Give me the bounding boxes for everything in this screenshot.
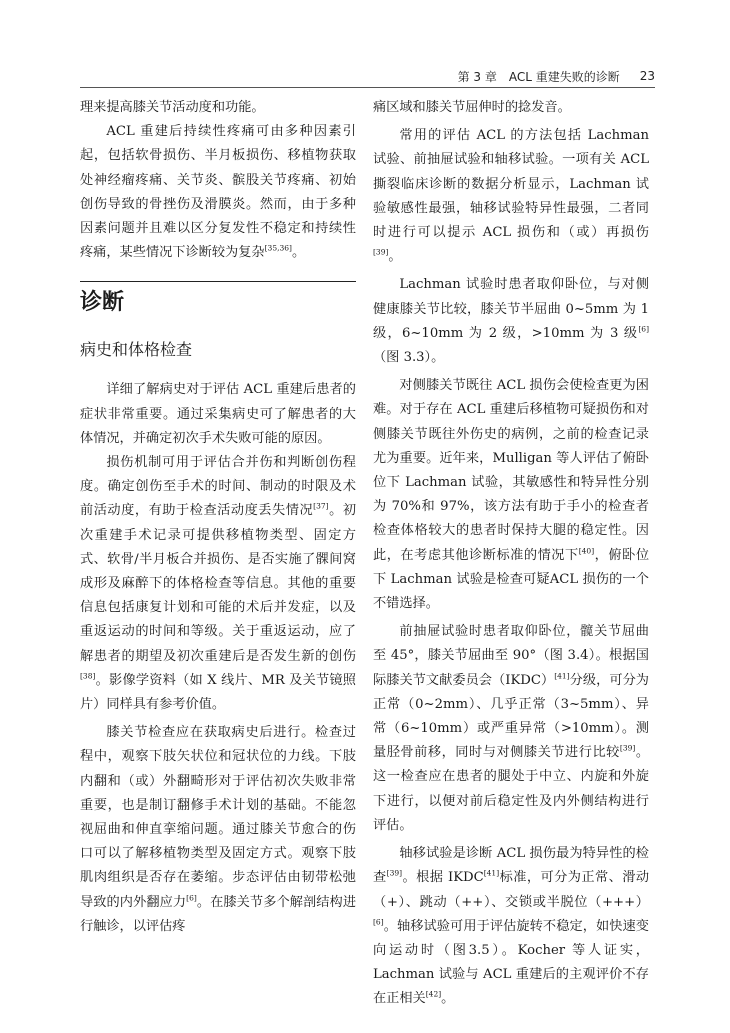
citation: [37] [313,502,329,512]
paragraph: ACL 重建后持续性疼痛可由多种因素引起，包括软骨损伤、半月板损伤、移植物获取处神经瘤疼痛、关节炎、髌股关节疼痛、初始创伤导致的骨挫伤及滑膜炎。然而，由于多种因素问题并且难以区分复发性不稳定和持续性疼痛，某些情况下诊断较为复杂[35,36]。 [80,124,356,261]
citation: [41] [483,868,500,878]
citation: [39] [373,247,389,257]
paragraph: 痛区域和膝关节屈伸时的捻发音。 [373,100,571,115]
section-title: 诊断 [80,290,125,316]
chapter-title: ACL 重建失败的诊断 [508,69,620,84]
page-number: 23 [639,69,655,83]
citation: [6] [373,917,384,927]
paragraph: 对侧膝关节既往 ACL 损伤会使检查更为困难。对于存在 ACL 重建后移植物可疑损伤和对侧膝关节既往外伤史的病例，之前的检查记录尤为重要。近年来，Mulligan 等人评估了俯卧位下 Lachman 试验，其敏感性和特异性分别为 70%和 97%，该方法有助于手小的检查者检查体格较大的患者时保持大腿的稳定性。因此，在考虑其他诊断标准的情况下[40]，俯卧位下 Lachman 试验是检查可疑ACL 损伤的一个不错选择。 [373,378,650,612]
paragraph: 膝关节检查应在获取病史后进行。检查过程中，观察下肢矢状位和冠状位的力线。下肢内翻和（或）外翻畸形对于评估初次失败非常重要，也是制订翻修手术计划的基础。不能忽视屈曲和伸直挛缩问题。通过膝关节愈合的伤口可以了解移植物类型及固定方式。观察下肢肌肉组织是否存在萎缩。步态评估由韧带松弛导致的内外翻应力[6]。在膝关节多个解剖结构进行触诊，以评估疼 [80,725,357,934]
header-rule [80,87,655,88]
running-header [80,66,655,86]
citation: [41] [554,671,570,681]
paragraph: Lachman 试验时患者取仰卧位，与对侧健康膝关节比较，膝关节半屈曲 0~5mm 为 1 级，6~10mm 为 2 级，>10mm 为 3 级[6]（图 3.3）。 [373,277,649,366]
chapter-label: 第 3 章 [457,69,497,84]
left-column [80,96,356,939]
subsection-title: 病史和体格检查 [80,340,193,360]
citation: [39] [619,743,636,753]
citation: [40] [578,546,595,556]
citation: [6] [186,893,197,903]
citation: [39] [386,868,403,878]
section-rule [80,281,356,282]
paragraph: 轴移试验是诊断 ACL 损伤最为特异性的检查[39]。根据 IKDC[41]标准，可分为正常、滑动（+）、跳动（++）、交锁或半脱位（+++）[6]。轴移试验可用于评估旋转不稳定，如快速变向运动时（图3.5）。Kocher 等人证实，Lachman 试验与 ACL 重建后的主观评价不存在正相关[42]。 [373,846,650,1007]
paragraph: 损伤机制可用于评估合并伤和判断创伤程度。确定创伤至手术的时间、制动的时限及术前活动度，有助于检查活动度丢失情况[37]。初次重建手术记录可提供移植物类型、固定方式、软骨/半月板合并损伤、是否实施了髁间窝成形及麻醉下的体格检查等信息。其他的重要信息包括康复计划和可能的术后并发症，以及重返运动的时间和等级。关于重返运动，应了解患者的期望及初次重建后是否发生新的创伤[38]。影像学资料（如 X 线片、MR 及关节镜照片）同样具有参考价值。 [80,455,357,713]
citation: [38] [80,671,96,681]
paragraph: 理来提高膝关节活动度和功能。 [80,100,265,115]
paragraph: 详细了解病史对于评估 ACL 重建后患者的症状非常重要。通过采集病史可了解患者的大体情况，并确定初次手术失败可能的原因。 [80,382,356,446]
citation: [35,36] [264,243,292,253]
paragraph: 前抽屉试验时患者取仰卧位，髋关节屈曲至 45°，膝关节屈曲至 90°（图 3.4）。根据国际膝关节文献委员会（IKDC）[41]分级，可分为正常（0~2mm）、几乎正常（3~5mm）、异常（6~10mm）或严重异常（>10mm）。测量胫骨前移，同时与对侧膝关节进行比较[39]。这一检查应在患者的腿处于中立、内旋和外旋下进行，以便对前后稳定性及内外侧结构进行评估。 [373,624,650,833]
citation: [42] [425,989,442,999]
citation: [6] [638,324,649,334]
paragraph: 常用的评估 ACL 的方法包括 Lachman 试验、前抽屉试验和轴移试验。一项有关 ACL 撕裂临床诊断的数据分析显示，Lachman 试验敏感性最强，轴移试验特异性最强，二者同时进行可以提示 ACL 损伤和（或）再损伤[39]。 [373,128,649,265]
right-column [373,96,649,1012]
